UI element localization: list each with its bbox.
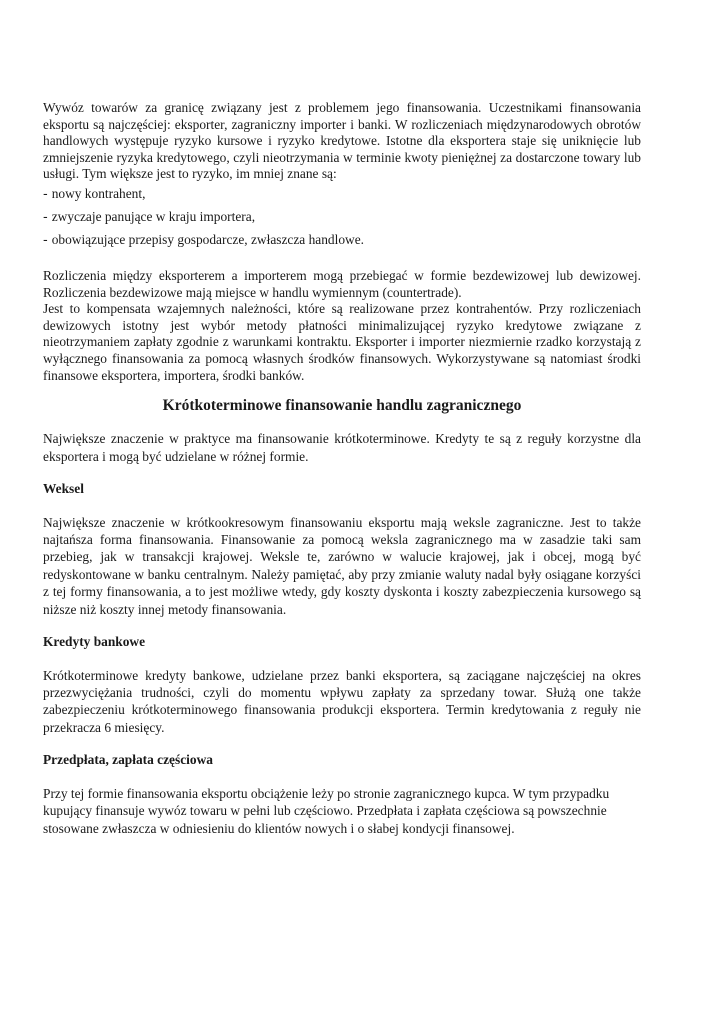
dash-bullet: - xyxy=(43,186,48,202)
intro-paragraph-1: Wywóz towarów za granicę związany jest z problemem jego finansowania. Uczestnikami finansowania eksportu są najczęściej: eksporter, zagraniczny importer i banki. W rozliczeniach międzynarodowych obrotów handlowych występuje ryzyko kursowe i ryzyko kredytowe. Istotne dla eksportera staje się uniknięcie lub zmniejszenie ryzyka kredytowego, czyli nieotrzymania w terminie kwoty pieniężnej za dostarczone towary lub usługi. Tym większe jest to ryzyko, im mniej znane są: xyxy=(43,100,641,182)
dash-bullet: - xyxy=(43,209,48,225)
list-item: - obowiązujące przepisy gospodarcze, zwłaszcza handlowe. xyxy=(43,231,365,248)
dash-bullet: - xyxy=(43,232,48,248)
spacer xyxy=(43,769,641,785)
spacer xyxy=(43,498,641,514)
section-heading-kredyty: Kredyty bankowe xyxy=(43,633,146,649)
section-body-weksel: Największe znaczenie w krótkookresowym finansowaniu eksportu mają weksle zagraniczne. Jest to także najtańsza forma finansowania. Finansowanie za pomocą weksla zagranicznego ma w zasadzie taki sam przebieg, jak w transakcji krajowej. Weksle te, zarówno w walucie krajowej, jak i obcej, mogą być redyskontowane w banku centralnym. Należy pamiętać, aby przy zmianie waluty nadal były osiągane korzyści z tej formy finansowania, a to jest możliwe wtedy, gdy koszty dyskonta i koszty zabezpieczenia kursowego są niższe niż koszty innej metody finansowania. xyxy=(43,514,641,617)
list-item: - zwyczaje panujące w kraju importera, xyxy=(43,208,256,225)
section-heading-przedplata: Przedpłata, zapłata częściowa xyxy=(43,752,213,768)
main-intro-paragraph: Największe znaczenie w praktyce ma finansowanie krótkoterminowe. Kredyty te są z reguły korzystne dla eksportera i mogą być udzielane w różnej formie. xyxy=(43,431,641,464)
spacer xyxy=(43,651,641,667)
risk-factor-list xyxy=(43,183,641,252)
main-heading: Krótkoterminowe finansowanie handlu zagranicznego xyxy=(162,397,522,415)
spacer xyxy=(43,252,641,268)
document-page xyxy=(43,100,641,837)
section-heading-weksel: Weksel xyxy=(43,480,84,496)
intro-paragraph-2: Rozliczenia między eksporterem a importerem mogą przebiegać w formie bezdewizowej lub dewizowej. Rozliczenia bezdewizowe mają miejsce w handlu wymiennym (countertrade). xyxy=(43,267,641,300)
section-body-przedplata: Przy tej formie finansowania eksportu obciążenie leży po stronie zagranicznego kupca. W tym przypadku kupujący finansuje wywóz towaru w pełni lub częściowo. Przedpłata i zapłata częściowa są powszechnie stosowane zwłaszcza w odniesieniu do klientów nowych i o słabej kondycji finansowej. xyxy=(43,785,610,836)
spacer xyxy=(43,465,641,481)
list-item: - nowy kontrahent, xyxy=(43,185,146,202)
intro-paragraph-3: Jest to kompensata wzajemnych należności, które są realizowane przez kontrahentów. Przy rozliczeniach dewizowych istotny jest wybór metody płatności minimalizującej ryzyko kredytowe związane z nieotrzymaniem zapłaty zgodnie z warunkami kontraktu. Eksporter i importer niezmiernie rzadko korzystają z wyłącznego finansowania za pomocą własnych środków finansowych. Wykorzystywane są natomiast środki finansowe eksportera, importera, środki banków. xyxy=(43,301,641,383)
spacer xyxy=(43,736,641,752)
spacer xyxy=(43,618,641,634)
section-body-kredyty: Krótkoterminowe kredyty bankowe, udzielane przez banki eksportera, są zaciągane najczęściej na okres przezwyciężania trudności, czyli do momentu wpływu zapłaty za sprzedany towar. Służą one także zabezpieczeniu krótkoterminowego finansowania produkcji eksportera. Termin kredytowania z reguły nie przekracza 6 miesięcy. xyxy=(43,667,641,735)
